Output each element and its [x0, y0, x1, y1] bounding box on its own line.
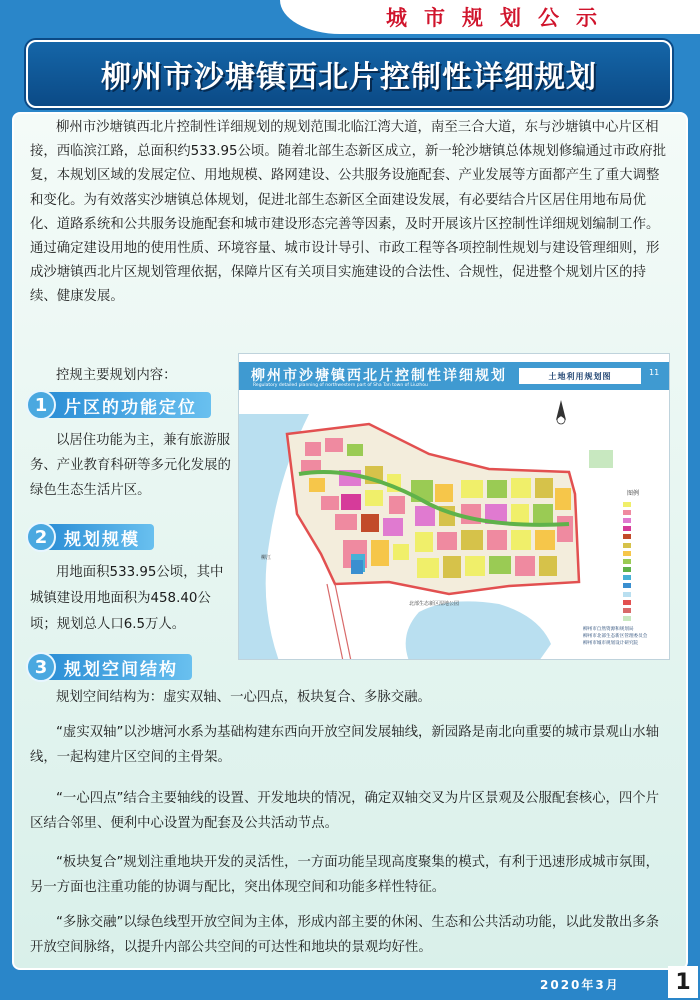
page-number: 1	[668, 966, 698, 998]
structure-paragraph: “虚实双轴”以沙塘河水系为基础构建东西向开放空间发展轴线，新园路是南北向重要的城市景观山水轴线，一起构建片区空间的主骨架。	[30, 725, 660, 765]
intro-paragraph: 柳州市沙塘镇西北片控制性详细规划的规划范围北临江湾大道，南至三合大道，东与沙塘镇中心片区相接，西临滨江路，总面积约533.95公顷。随着北部生态新区成立，新一轮沙塘镇总体规划修编通过市政府批复，本规划区域的发展定位、用地规模、路网建设、公共服务设施配套、产业发展等方面都产生了重大调整和变化。为有效落实沙塘镇总体规划，促进北部生态新区全面建设发展，有必要结合片区居住用地布局优化、道路系统和公共服务设施配套和城市建设形态完善等因素，及时开展该片区控制性详细规划编制工作。通过确定建设用地的使用性质、环境容量、城市设计导引、市政工程等各项控制性规划与建设管理细则，形成沙塘镇西北片区规划管理依据，保障片区有关项目实施建设的合法性、合规性，促进整个规划片区的持续、健康发展。	[30, 120, 667, 305]
structure-paragraph: “多脉交融”以绿色线型开放空间为主体，形成内部主要的休闲、生态和公共活动功能，以此发散出多条开放空间脉络，以提升内部公共空间的可达性和地块的景观均好性。	[30, 915, 660, 955]
map-drawing	[239, 354, 670, 660]
compass-icon	[556, 400, 566, 420]
section-2-body: 用地面积533.95公顷，其中城镇建设用地面积为458.40公顷；规划总人口6.5万人。	[30, 565, 224, 632]
map-credit-line: 柳州市北部生态新区管理委员会	[583, 634, 648, 639]
map-title: 柳州市沙塘镇西北片控制性详细规划	[251, 368, 507, 384]
structure-paragraph: “板块复合”规划注重地块开发的灵活性，一方面功能呈现高度聚集的模式，有利于迅速形成城市氛围，另一方面也注重功能的协调与配比，突出体现空间和功能多样性特征。	[30, 855, 660, 895]
structure-paragraph: “一心四点”结合主要轴线的设置、开发地块的情况，确定双轴交叉为片区景观及公服配套核心，四个片区结合邻里、便利中心设置为配套及公共活动节点。	[30, 791, 660, 831]
section-2-title: 规划规模	[48, 524, 154, 550]
map-tag: 土地利用规划图	[519, 368, 641, 384]
map-credit-line: 柳州市自然资源和规划局	[583, 627, 634, 632]
section-1-header	[26, 390, 211, 420]
page-title: 柳州市沙塘镇西北片控制性详细规划	[26, 40, 672, 108]
map-legend	[623, 500, 634, 623]
map-river-label: 柳江	[261, 555, 272, 561]
section-2-header	[26, 522, 154, 552]
map-subtitle: Regulatory detailed planning of northwestern part of Sha Tan town of Liuzhou	[253, 383, 428, 388]
section-1-title: 片区的功能定位	[48, 392, 211, 418]
map-page-number: 11	[649, 368, 660, 377]
section-3-header	[26, 652, 192, 682]
structure-paragraph: 规划空间结构为：虚实双轴、一心四点，板块复合、多脉交融。	[56, 690, 431, 705]
section-3-title: 规划空间结构	[48, 654, 192, 680]
header-tab: 城市规划公示	[280, 0, 700, 34]
map-lake-label: 北部生态新区湿地公园	[409, 601, 460, 607]
section-2-number: 2	[26, 522, 56, 552]
main-content-label: 控规主要规划内容：	[56, 368, 177, 383]
map-credits	[583, 626, 647, 647]
map-legend-title: 图例	[627, 490, 640, 497]
section-1-body: 以居住功能为主，兼有旅游服务、产业教育科研等多元化发展的绿色生态生活片区。	[30, 433, 231, 498]
map-credit-line: 柳州市城市规划设计研究院	[583, 641, 639, 646]
land-use-map	[238, 353, 670, 660]
footer-date: 2020年3月	[540, 978, 620, 992]
section-3-number: 3	[26, 652, 56, 682]
section-1-number: 1	[26, 390, 56, 420]
